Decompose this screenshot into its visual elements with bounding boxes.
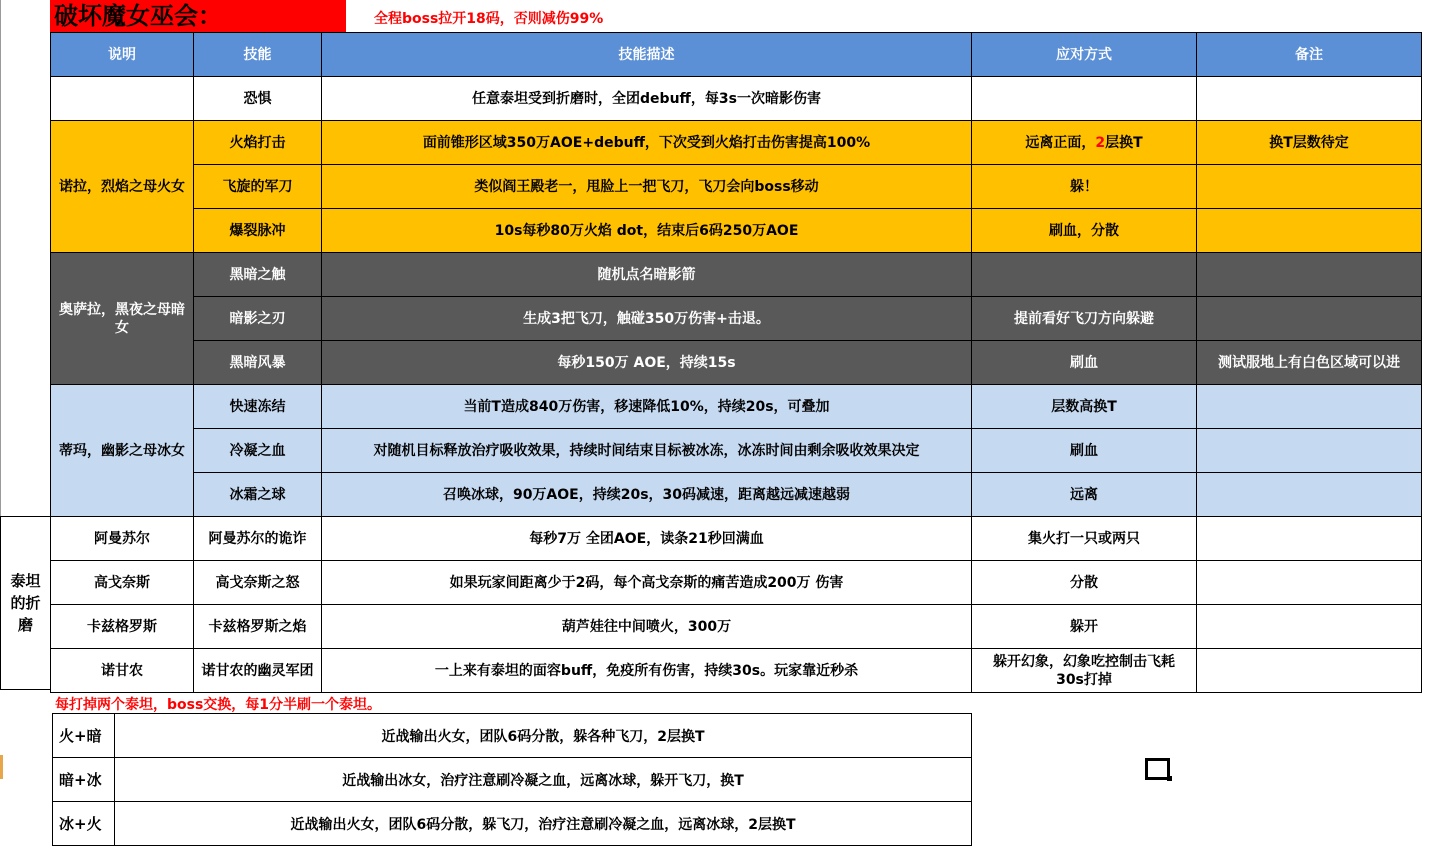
cell-note[interactable] [1197, 165, 1422, 209]
table-row [51, 605, 1422, 649]
header-skill-desc-col[interactable]: 技能描述 [322, 33, 972, 77]
table-row [53, 714, 972, 758]
cell-note[interactable] [1197, 517, 1422, 561]
cell-desc[interactable]: 生成3把飞刀，触碰350万伤害+击退。 [322, 297, 972, 341]
table-row [51, 209, 1422, 253]
cell-desc[interactable]: 面前锥形区域350万AOE+debuff，下次受到火焰打击伤害提高100% [322, 121, 972, 165]
cell-response[interactable]: 躲！ [972, 165, 1197, 209]
table-row [51, 473, 1422, 517]
table-row [51, 341, 1422, 385]
cell-skill[interactable]: 冰霜之球 [194, 473, 322, 517]
footer-note: 每打掉两个泰坦，boss交换，每1分半刷一个泰坦。 [55, 697, 382, 713]
cell-note[interactable]: 测试服地上有白色区域可以进 [1197, 341, 1422, 385]
cell-response[interactable]: 刷血 [972, 341, 1197, 385]
cell-skill[interactable]: 卡兹格罗斯之焰 [194, 605, 322, 649]
cell-note[interactable] [1197, 253, 1422, 297]
cell-skill[interactable]: 飞旋的军刀 [194, 165, 322, 209]
header-response-col[interactable]: 应对方式 [972, 33, 1197, 77]
header-skill-col[interactable]: 技能 [194, 33, 322, 77]
cell-note[interactable] [1197, 209, 1422, 253]
cell-response[interactable] [972, 253, 1197, 297]
cell-desc[interactable]: 每秒7万 全团AOE，读条21秒回满血 [322, 517, 972, 561]
cell-skill[interactable]: 冷凝之血 [194, 429, 322, 473]
cell-note[interactable] [1197, 649, 1422, 693]
table-row [51, 561, 1422, 605]
cell-desc[interactable]: 当前T造成840万伤害，移速降低10%，持续20s，可叠加 [322, 385, 972, 429]
cell-response[interactable] [972, 121, 1197, 165]
cell-desc[interactable]: 每秒150万 AOE，持续15s [322, 341, 972, 385]
titans-group-label [0, 516, 50, 690]
header-note-col[interactable]: 备注 [1197, 33, 1422, 77]
edge-marker [0, 755, 3, 779]
response-text: 层换T [1105, 134, 1143, 151]
cell-response[interactable]: 集火打一只或两只 [972, 517, 1197, 561]
cell-desc[interactable]: 召唤冰球，90万AOE，持续20s，30码减速，距离越远减速越弱 [322, 473, 972, 517]
cell-note[interactable] [1197, 429, 1422, 473]
group-name-ice[interactable]: 蒂玛，幽影之母冰女 [51, 385, 194, 517]
cell-response[interactable]: 躲开幻象，幻象吃控制击飞耗30s打掉 [972, 649, 1197, 693]
cell-response[interactable]: 远离 [972, 473, 1197, 517]
combo-key[interactable]: 暗+冰 [53, 758, 115, 802]
cell-response[interactable]: 层数高换T [972, 385, 1197, 429]
table-row [51, 649, 1422, 693]
cell-response[interactable]: 躲开 [972, 605, 1197, 649]
cell-note[interactable] [1197, 385, 1422, 429]
cell-skill[interactable]: 诺甘农的幽灵军团 [194, 649, 322, 693]
cell-desc[interactable]: 一上来有泰坦的面容buff，免疫所有伤害，持续30s。玩家靠近秒杀 [322, 649, 972, 693]
cell-skill[interactable]: 暗影之刃 [194, 297, 322, 341]
cell-desc[interactable]: 10s每秒80万火焰 dot，结束后6码250万AOE [322, 209, 972, 253]
table-row [51, 429, 1422, 473]
cell-skill[interactable]: 爆裂脉冲 [194, 209, 322, 253]
table-row [51, 517, 1422, 561]
header-desc-col[interactable]: 说明 [51, 33, 194, 77]
cell-titan-name[interactable]: 阿曼苏尔 [51, 517, 194, 561]
cell-desc[interactable]: 任意泰坦受到折磨时，全团debuff，每3s一次暗影伤害 [322, 77, 972, 121]
cell-desc[interactable]: 随机点名暗影箭 [322, 253, 972, 297]
cell-skill[interactable]: 火焰打击 [194, 121, 322, 165]
cell-desc[interactable]: 对随机目标释放治疗吸收效果，持续时间结束目标被冰冻，冰冻时间由剩余吸收效果决定 [322, 429, 972, 473]
cell-skill[interactable]: 黑暗风暴 [194, 341, 322, 385]
cell-skill[interactable]: 快速冻结 [194, 385, 322, 429]
cell-note[interactable]: 换T层数待定 [1197, 121, 1422, 165]
table-row [53, 802, 972, 846]
header-row [51, 33, 1422, 77]
combo-key[interactable]: 冰+火 [53, 802, 115, 846]
table-row [51, 165, 1422, 209]
cell-skill[interactable]: 阿曼苏尔的诡诈 [194, 517, 322, 561]
combo-table [52, 713, 972, 846]
combo-desc[interactable]: 近战输出火女，团队6码分散，躲各种飞刀，2层换T [115, 714, 972, 758]
cell-skill[interactable]: 恐惧 [194, 77, 322, 121]
title-note: 全程boss拉开18码，否则减伤99% [374, 11, 604, 27]
table-row [53, 758, 972, 802]
cell-response[interactable]: 提前看好飞刀方向躲避 [972, 297, 1197, 341]
combo-key[interactable]: 火+暗 [53, 714, 115, 758]
group-name-shadow[interactable]: 奥萨拉，黑夜之母暗女 [51, 253, 194, 385]
table-row [51, 297, 1422, 341]
cell-note[interactable] [1197, 561, 1422, 605]
table-row [51, 77, 1422, 121]
cell-desc[interactable]: 类似阎王殿老一，甩脸上一把飞刀，飞刀会向boss移动 [322, 165, 972, 209]
combo-desc[interactable]: 近战输出火女，团队6码分散，躲飞刀，治疗注意刷冷凝之血，远离冰球，2层换T [115, 802, 972, 846]
cell-skill[interactable]: 黑暗之触 [194, 253, 322, 297]
table-row [51, 121, 1422, 165]
cell-titan-name[interactable]: 高戈奈斯 [51, 561, 194, 605]
cell-response[interactable]: 分散 [972, 561, 1197, 605]
table-row [51, 253, 1422, 297]
cell-response[interactable]: 刷血 [972, 429, 1197, 473]
cell-note[interactable] [1197, 605, 1422, 649]
page-title: 破坏魔女巫会： [50, 0, 346, 32]
cell-titan-name[interactable]: 卡兹格罗斯 [51, 605, 194, 649]
cell-note[interactable] [1197, 77, 1422, 121]
left-border-line [0, 0, 1, 516]
response-text: 远离正面， [1025, 134, 1096, 151]
cell-desc[interactable]: 葫芦娃往中间喷火，300万 [322, 605, 972, 649]
cell-titan-name[interactable]: 诺甘农 [51, 649, 194, 693]
cell-skill[interactable]: 高戈奈斯之怒 [194, 561, 322, 605]
skills-table [50, 32, 1422, 693]
response-highlight: 2 [1095, 134, 1106, 151]
cell-desc[interactable]: 如果玩家间距离少于2码，每个高戈奈斯的痛苦造成200万 伤害 [322, 561, 972, 605]
cell-note[interactable] [1197, 473, 1422, 517]
cell-group[interactable] [51, 77, 194, 121]
checkbox-handle[interactable] [1167, 776, 1172, 781]
cell-response[interactable]: 刷血，分散 [972, 209, 1197, 253]
titans-group-text: 泰坦的折磨 [10, 572, 41, 634]
cell-response[interactable] [972, 77, 1197, 121]
group-name-fire[interactable]: 诺拉，烈焰之母火女 [51, 121, 194, 253]
table-row [51, 385, 1422, 429]
combo-desc[interactable]: 近战输出冰女，治疗注意刷冷凝之血，远离冰球，躲开飞刀，换T [115, 758, 972, 802]
cell-note[interactable] [1197, 297, 1422, 341]
